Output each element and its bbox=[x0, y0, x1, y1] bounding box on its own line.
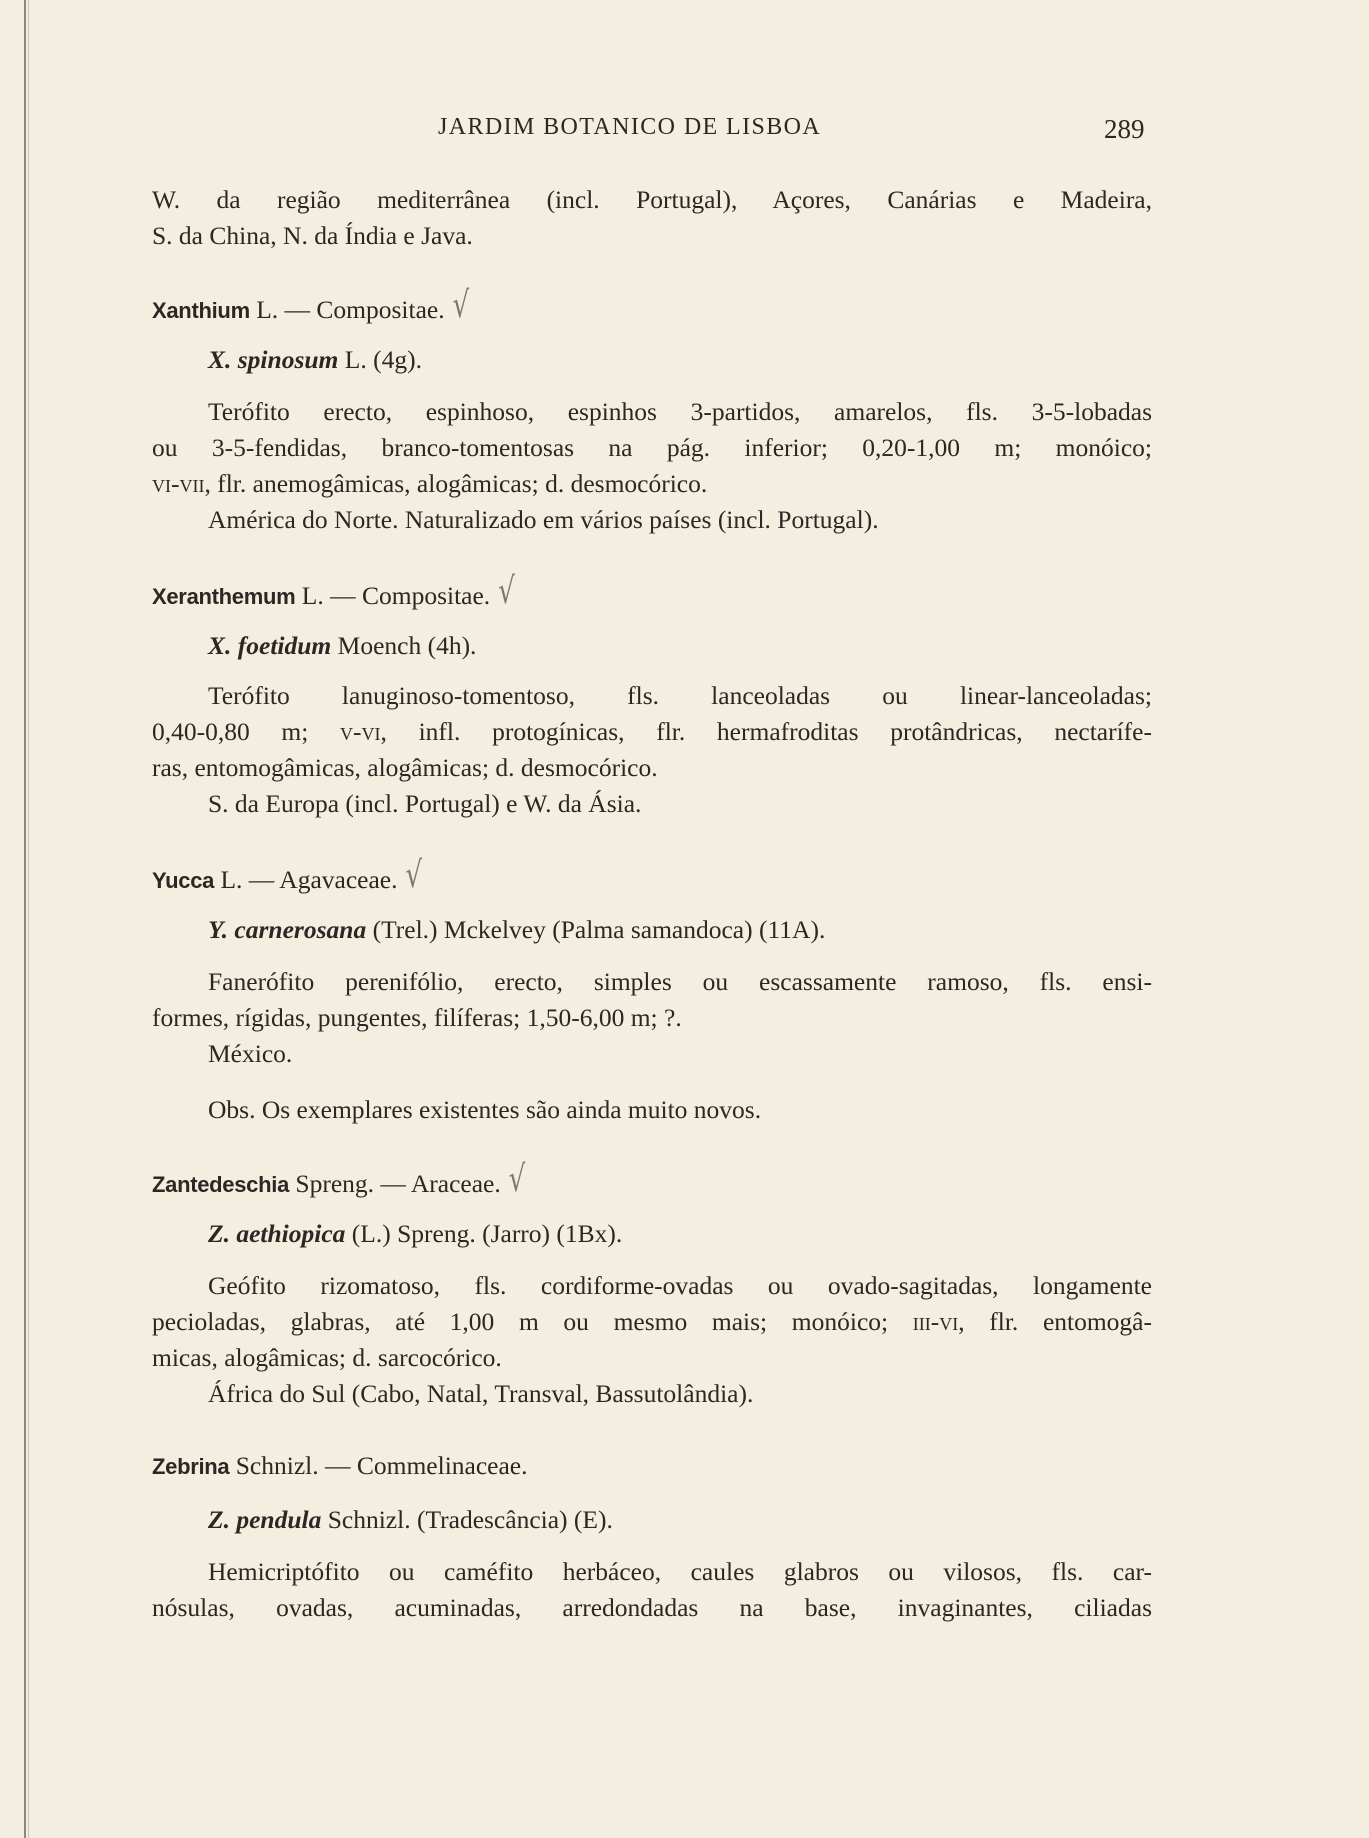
species-authority: Moench (4h). bbox=[331, 631, 477, 660]
text-line: Geófito rizomatoso, fls. cordiforme-ovadas ou ovado-sagitadas, longamente bbox=[208, 1271, 1152, 1300]
genus-name: Yucca bbox=[152, 868, 215, 893]
genus-name: Zantedeschia bbox=[152, 1172, 290, 1197]
genus-authority: Spreng. — Araceae. bbox=[289, 1169, 501, 1198]
page-number: 289 bbox=[1104, 114, 1145, 144]
page-edge-line-inner bbox=[28, 0, 29, 1838]
species-name: Z. pendula bbox=[208, 1505, 322, 1534]
text-line: micas, alogâmicas; d. sarcocórico. bbox=[152, 1343, 502, 1372]
species-entry bbox=[208, 630, 476, 662]
text-line: Terófito lanuginoso-tomentoso, fls. lanceoladas ou linear-lanceoladas; bbox=[208, 681, 1152, 710]
genus-entry-xanthium bbox=[152, 285, 470, 327]
text-line: ou 3-5-fendidas, branco-tomentosas na pág. inferior; 0,20-1,00 m; monóico; bbox=[152, 433, 1152, 462]
species-entry bbox=[208, 914, 825, 946]
text-line: S. da China, N. da Índia e Java. bbox=[152, 221, 473, 250]
running-head bbox=[0, 110, 1369, 146]
genus-name: Xanthium bbox=[152, 298, 250, 323]
species-authority: (L.) Spreng. (Jarro) (1Bx). bbox=[345, 1219, 623, 1248]
species-authority: (Trel.) Mckelvey (Palma samandoca) (11A). bbox=[366, 915, 826, 944]
genus-authority: L. — Compositae. bbox=[249, 295, 445, 324]
text-line: Hemicriptófito ou caméfito herbáceo, caules glabros ou vilosos, fls. car- bbox=[208, 1557, 1152, 1586]
text-line: Fanerófito perenifólio, erecto, simples ou escassamente ramoso, fls. ensi- bbox=[208, 967, 1152, 996]
text-line: S. da Europa (incl. Portugal) e W. da Ásia. bbox=[208, 789, 642, 818]
genus-entry-yucca bbox=[152, 855, 423, 897]
text-line: África do Sul (Cabo, Natal, Transval, Bassutolândia). bbox=[208, 1379, 754, 1408]
species-entry bbox=[208, 1504, 613, 1536]
species-name: Z. aethiopica bbox=[208, 1219, 346, 1248]
checkmark-icon: √ bbox=[452, 285, 470, 327]
species-entry bbox=[208, 344, 422, 376]
text-line: ras, entomogâmicas, alogâmicas; d. desmocórico. bbox=[152, 753, 658, 782]
genus-authority: L. — Agavaceae. bbox=[214, 865, 398, 894]
page-edge-line bbox=[24, 0, 26, 1838]
text-line: pecioladas, glabras, até 1,00 m ou mesmo mais; monóico; iii-vi, flr. entomogâ- bbox=[152, 1307, 1152, 1336]
species-name: X. spinosum bbox=[208, 345, 339, 374]
genus-entry-zebrina bbox=[152, 1450, 528, 1482]
text-line: América do Norte. Naturalizado em vários países (incl. Portugal). bbox=[208, 505, 879, 534]
observation-note: Obs. Os exemplares existentes são ainda muito novos. bbox=[208, 1095, 762, 1124]
running-title: JARDIM BOTANICO DE LISBOA bbox=[438, 114, 822, 140]
checkmark-icon: √ bbox=[405, 855, 423, 897]
text-line: vi-vii, flr. anemogâmicas, alogâmicas; d. desmocórico. bbox=[152, 469, 708, 498]
species-name: X. foetidum bbox=[208, 631, 332, 660]
genus-name: Zebrina bbox=[152, 1454, 230, 1479]
text-line: nósulas, ovadas, acuminadas, arredondadas na base, invaginantes, ciliadas bbox=[152, 1593, 1152, 1622]
checkmark-icon: √ bbox=[498, 571, 515, 613]
checkmark-icon: √ bbox=[508, 1159, 526, 1201]
genus-authority: Schnizl. — Commelinaceae. bbox=[229, 1451, 528, 1480]
species-authority: L. (4g). bbox=[338, 345, 422, 374]
genus-name: Xeranthemum bbox=[152, 584, 296, 609]
text-line: Terófito erecto, espinhoso, espinhos 3-partidos, amarelos, fls. 3-5-lobadas bbox=[208, 397, 1152, 426]
species-entry bbox=[208, 1218, 622, 1250]
genus-entry-zantedeschia bbox=[152, 1159, 526, 1201]
genus-entry-xeranthemum bbox=[152, 571, 515, 613]
text-line: formes, rígidas, pungentes, filíferas; 1,50-6,00 m; ?. bbox=[152, 1003, 682, 1032]
species-authority: Schnizl. (Tradescância) (E). bbox=[321, 1505, 613, 1534]
genus-authority: L. — Compositae. bbox=[295, 581, 491, 610]
text-line: México. bbox=[208, 1039, 293, 1068]
species-name: Y. carnerosana bbox=[208, 915, 367, 944]
text-line: 0,40-0,80 m; v-vi, infl. protogínicas, flr. hermafroditas protândricas, nectarífe- bbox=[152, 717, 1152, 746]
text-line: W. da região mediterrânea (incl. Portugal), Açores, Canárias e Madeira, bbox=[152, 185, 1152, 214]
